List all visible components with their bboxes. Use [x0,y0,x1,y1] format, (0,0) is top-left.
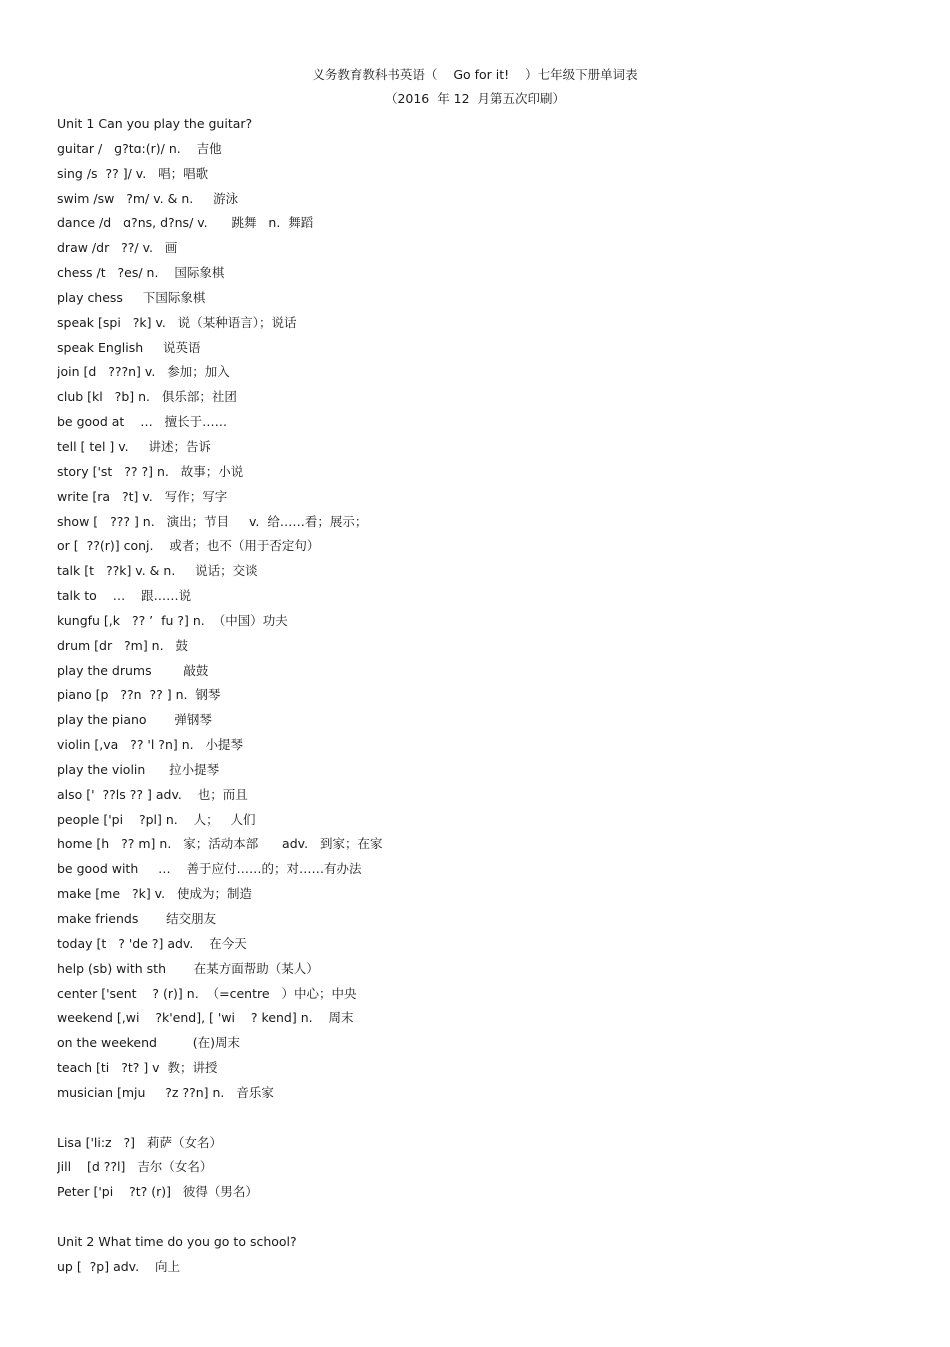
vocab-entry: write [ra ?t] v. 写作；写字 [57,488,228,504]
vocab-entry: on the weekend (在)周末 [57,1035,240,1051]
vocab-entry: violin [,va ?? 'l ?n] n. 小提琴 [57,737,244,753]
vocab-entry: drum [dr ?m] n. 鼓 [57,637,188,653]
vocab-entry: talk to … 跟……说 [57,588,192,604]
vocab-entry: speak English 说英语 [57,339,201,355]
vocabulary-list [57,116,917,1284]
vocab-entry: weekend [,wi ?k'end], [ 'wi ? kend] n. 周末 [57,1010,354,1026]
vocab-entry: play chess 下国际象棋 [57,289,206,305]
blank-line [57,1209,917,1234]
vocab-entry: or [ ??(r)] conj. 或者；也不（用于否定句） [57,538,320,554]
vocab-entry: club [kl ?b] n. 俱乐部；社团 [57,389,237,405]
vocab-entry: tell [ tel ] v. 讲述；告诉 [57,438,212,454]
vocab-entry: also [' ??ls ?? ] adv. 也；而且 [57,786,248,802]
page-title: 义务教育教科书英语（ Go for it! ）七年级下册单词表 [312,67,638,82]
vocab-entry: kungfu [,k ?? ’ fu ?] n. （中国）功夫 [57,612,288,628]
vocab-entry: talk [t ??k] v. & n. 说话；交谈 [57,563,258,579]
vocab-entry: play the piano 弹钢琴 [57,712,212,728]
vocab-entry: show [ ??? ] n. 演出；节目 v. 给……看；展示； [57,513,368,529]
vocab-entry: guitar / ɡ?tɑ:(r)/ n. 吉他 [57,140,222,156]
vocab-entry: speak [spi ?k] v. 说（某种语言）；说话 [57,314,297,330]
vocab-entry: sing /s ?? ]/ v. 唱；唱歌 [57,165,209,181]
vocab-entry: today [t ? 'de ?] adv. 在今天 [57,935,247,951]
unit-heading: Unit 2 What time do you go to school? [57,1233,297,1249]
vocab-entry: draw /dr ??/ v. 画 [57,240,178,256]
vocab-entry: be good with … 善于应付……的；对……有办法 [57,861,362,877]
vocab-entry: Jill [d ??l] 吉尔（女名） [57,1159,213,1175]
vocab-entry: people ['pi ?pl] n. 人； 人们 [57,811,256,827]
vocab-entry: home [h ?? m] n. 家；活动本部 adv. 到家；在家 [57,836,383,852]
vocab-entry: Lisa ['li:z ?] 莉萨（女名） [57,1134,222,1150]
blank-line [57,1110,917,1135]
vocab-entry: swim /sw ?m/ v. & n. 游泳 [57,190,239,206]
vocab-entry: teach [ti ?t? ] v 教；讲授 [57,1060,218,1076]
vocab-entry: make [me ?k] v. 使成为；制造 [57,886,253,902]
vocab-entry: center ['sent ? (r)] n. （=centre ）中心；中央 [57,985,357,1001]
vocab-entry: dance /d ɑ?ns, d?ns/ v. 跳舞 n. 舞蹈 [57,215,314,231]
vocab-entry: make friends 结交朋友 [57,911,217,926]
vocab-entry: help (sb) with sth 在某方面帮助（某人） [57,960,319,976]
vocab-entry: piano [p ??n ?? ] n. 钢琴 [57,687,221,703]
vocab-entry: up [ ?p] adv. 向上 [57,1258,180,1274]
vocab-entry: play the violin 拉小提琴 [57,761,220,777]
vocab-entry: story ['st ?? ?] n. 故事；小说 [57,463,244,479]
unit-heading: Unit 1 Can you play the guitar? [57,116,253,131]
page-subtitle: （2016 年 12 月第五次印刷） [384,91,566,106]
vocab-entry: be good at … 擅长于…… [57,414,228,430]
vocab-entry: Peter ['pi ?t? (r)] 彼得（男名） [57,1184,258,1200]
vocab-entry: musician [mju ?z ??n] n. 音乐家 [57,1084,274,1100]
vocab-entry: play the drums 敲鼓 [57,662,209,678]
vocab-entry: chess /t ?es/ n. 国际象棋 [57,265,225,281]
vocab-entry: join [d ???n] v. 参加；加入 [57,364,230,380]
